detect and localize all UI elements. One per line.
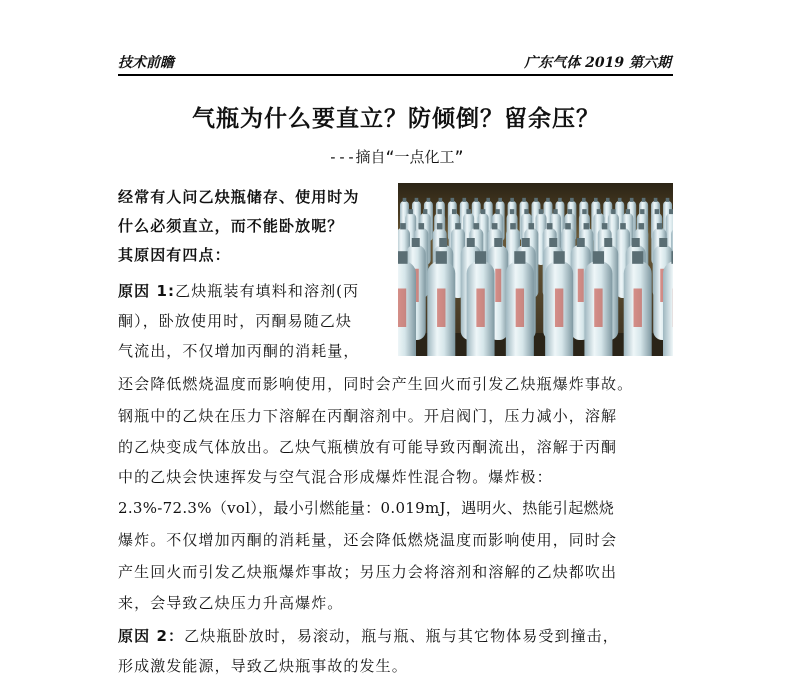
cylinder	[398, 251, 416, 356]
reason1-line-10: 产生回火而引发乙炔瓶爆炸事故；另压力会将溶剂和溶解的乙炔都吹出	[118, 563, 618, 581]
header-rule	[118, 74, 673, 76]
reason2-text-1: 乙炔瓶卧放时，易滚动，瓶与瓶、瓶与其它物体易受到撞击，	[184, 627, 619, 645]
reason1-line-1	[118, 280, 359, 301]
reason1-line-2: 酮），卧放使用时，丙酮易随乙炔	[118, 312, 353, 330]
cylinder	[506, 251, 534, 356]
cylinder	[467, 251, 495, 356]
article-title: 气瓶为什么要直立？防倾倒？留余压？	[192, 106, 600, 132]
reason1-line-6: 的乙炔变成气体放出。乙炔气瓶横放有可能导致丙酮流出，溶解于丙酮	[118, 438, 618, 456]
article-subtitle: ---摘自“一点化工”	[328, 148, 464, 166]
intro-line-1: 经常有人问乙炔瓶储存、使用时为	[118, 188, 360, 206]
reason1-line-8: 2.3%-72.3%（vol），最小引燃能量：0.019mJ，遇明火、热能引起燃烧	[118, 499, 615, 517]
cylinders-illustration	[398, 183, 673, 356]
reason1-text-1: 乙炔瓶装有填料和溶剂(丙	[175, 282, 360, 300]
reason1-line-4: 还会降低燃烧温度而影响使用，同时会产生回火而引发乙炔瓶爆炸事故。	[118, 375, 634, 393]
header-left: 技术前瞻	[118, 55, 174, 71]
intro-line-3: 其原因有四点：	[118, 246, 231, 264]
reason1-line-3: 气流出，不仅增加丙酮的消耗量，	[118, 342, 360, 360]
reason1-label: 原因 1:	[118, 282, 176, 300]
reason2-label: 原因 2：	[118, 627, 185, 645]
header-right: 广东气体 2019 第六期	[524, 55, 671, 71]
reason2-line-1	[118, 625, 619, 646]
reason1-line-7: 中的乙炔会快速挥发与空气混合形成爆炸性混合物。爆炸极：	[118, 468, 553, 486]
reason2-line-2: 形成激发能源，导致乙炔瓶事故的发生。	[118, 657, 408, 675]
acetylene-cylinders-photo	[398, 183, 673, 356]
reason1-line-11: 来，会导致乙炔压力升高爆炸。	[118, 594, 344, 612]
cylinder	[545, 251, 573, 356]
reason1-line-9: 爆炸。不仅增加丙酮的消耗量，还会降低燃烧温度而影响使用，同时会	[118, 531, 618, 549]
cylinder	[624, 251, 652, 356]
reason1-line-5: 钢瓶中的乙炔在压力下溶解在丙酮溶剂中。开启阀门，压力减小，溶解	[118, 407, 618, 425]
cylinder	[427, 251, 455, 356]
cylinder	[584, 251, 612, 356]
intro-line-2: 什么必须直立，而不能卧放呢？	[118, 217, 344, 235]
